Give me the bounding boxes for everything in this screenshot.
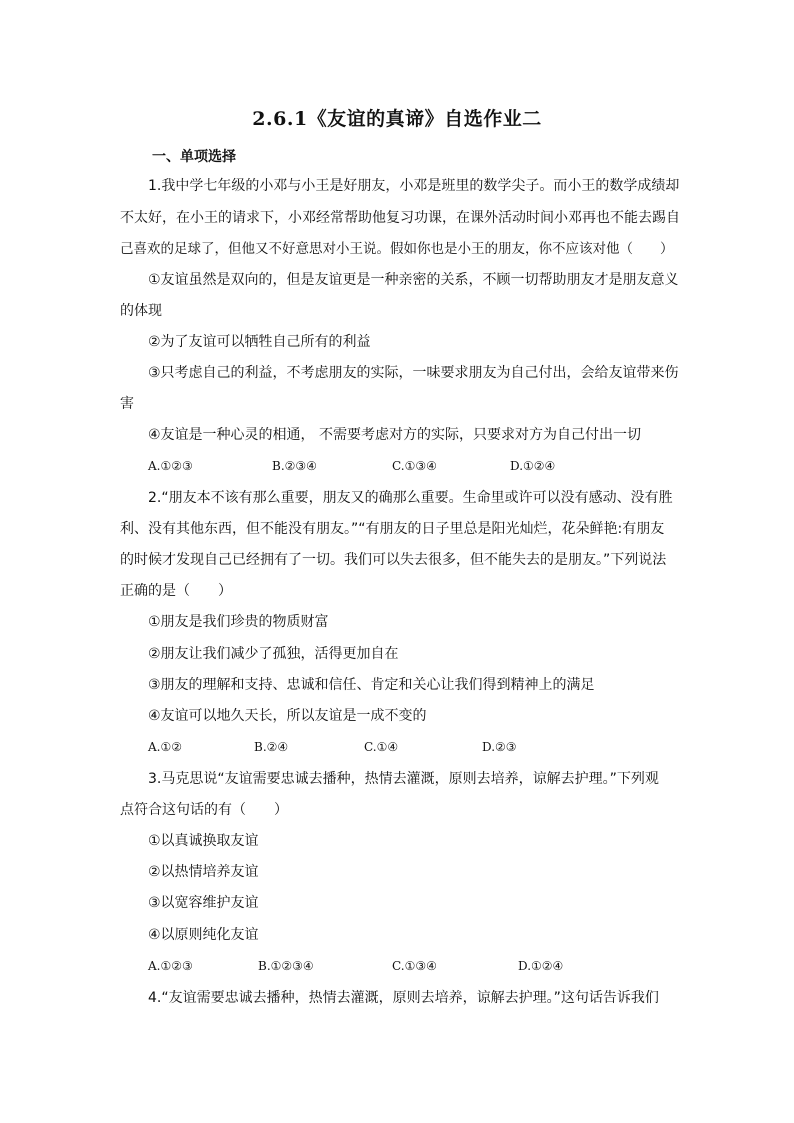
q2-stem-line-4: 正确的是（ ） — [120, 583, 232, 599]
q3-statement-4: ④以原则纯化友谊 — [148, 927, 259, 943]
q3-option-b: B.①②③④ — [258, 959, 314, 973]
q1-statement-1-cont: 的体现 — [120, 303, 162, 319]
q2-statement-1: ①朋友是我们珍贵的物质财富 — [148, 614, 329, 630]
q3-stem-line-2: 点符合这句话的有（ ） — [120, 802, 288, 818]
q1-statement-3-cont: 害 — [120, 396, 134, 412]
q2-stem-line-3: 的时候才发现自己已经拥有了一切。我们可以失去很多，但不能失去的是朋友。”下列说法 — [120, 552, 667, 568]
q1-stem-line-1: 1.我中学七年级的小邓与小王是好朋友，小邓是班里的数学尖子。而小王的数学成绩却 — [148, 178, 680, 194]
q2-option-c: C.①④ — [364, 740, 399, 754]
q1-option-a: A.①②③ — [148, 459, 193, 473]
q1-option-d: D.①②④ — [510, 459, 556, 473]
q3-stem-line-1: 3.马克思说“友谊需要忠诚去播种，热情去灌溉，原则去培养，谅解去护理。”下列观 — [148, 771, 659, 787]
q1-statement-3: ③只考虑自己的利益，不考虑朋友的实际，一味要求朋友为自己付出，会给友谊带来伤 — [148, 365, 679, 381]
q3-option-a: A.①②③ — [148, 959, 193, 973]
q1-statement-1: ①友谊虽然是双向的，但是友谊更是一种亲密的关系，不顾一切帮助朋友才是朋友意义 — [148, 272, 679, 288]
q2-stem-line-2: 利、没有其他东西，但不能没有朋友。”“有朋友的日子里总是阳光灿烂，花朵鲜艳:有朋友 — [120, 521, 665, 537]
section-heading: 一、单项选择 — [152, 149, 236, 165]
q2-stem-line-1: 2.“朋友本不该有那么重要，朋友又的确那么重要。生命里或许可以没有感动、没有胜 — [148, 490, 673, 506]
q3-statement-1: ①以真诚换取友谊 — [148, 833, 259, 849]
q1-stem-line-2: 不太好，在小王的请求下，小邓经常帮助他复习功课，在课外活动时间小邓再也不能去踢自 — [120, 210, 680, 226]
q1-option-b: B.②③④ — [272, 459, 317, 473]
q2-statement-2: ②朋友让我们减少了孤独，活得更加自在 — [148, 646, 399, 662]
q1-statement-2: ②为了友谊可以牺牲自己所有的利益 — [148, 334, 371, 350]
q2-option-d: D.②③ — [482, 740, 517, 754]
q3-option-d: D.①②④ — [518, 959, 564, 973]
q1-option-c: C.①③④ — [392, 459, 437, 473]
q1-stem-line-3: 己喜欢的足球了，但他又不好意思对小王说。假如你也是小王的朋友，你不应该对他（ ） — [120, 241, 674, 257]
q4-stem-line-1: 4.“友谊需要忠诚去播种，热情去灌溉，原则去培养，谅解去护理。”这句话告诉我们 — [148, 990, 659, 1006]
q3-statement-3: ③以宽容维护友谊 — [148, 895, 259, 911]
page-title: 2.6.1《友谊的真谛》自选作业二 — [252, 108, 542, 130]
q2-option-a: A.①② — [148, 740, 182, 754]
q2-statement-4: ④友谊可以地久天长，所以友谊是一成不变的 — [148, 708, 427, 724]
q3-statement-2: ②以热情培养友谊 — [148, 864, 259, 880]
q2-statement-3: ③朋友的理解和支持、忠诚和信任、肯定和关心让我们得到精神上的满足 — [148, 677, 595, 693]
q1-statement-4: ④友谊是一种心灵的相通， 不需要考虑对方的实际，只要求对方为自己付出一切 — [148, 427, 641, 443]
q2-option-b: B.②④ — [254, 740, 289, 754]
q3-option-c: C.①③④ — [392, 959, 437, 973]
